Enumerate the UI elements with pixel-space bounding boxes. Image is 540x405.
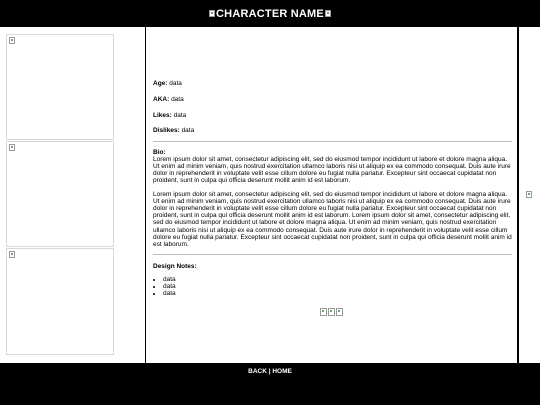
field-value: data xyxy=(173,111,187,119)
field-aka xyxy=(153,96,512,103)
divider xyxy=(153,254,512,255)
broken-image-icon[interactable] xyxy=(336,308,343,316)
field-label: Likes: xyxy=(153,111,172,119)
broken-image-icon xyxy=(9,144,15,151)
field-label: AKA: xyxy=(153,95,170,103)
broken-image-icon xyxy=(325,10,331,17)
thumbnail-row xyxy=(320,308,343,316)
right-sidebar xyxy=(518,27,540,363)
character-image-3 xyxy=(6,248,114,355)
profile-content xyxy=(153,80,512,297)
bio-label: Bio: xyxy=(153,148,166,156)
nav-separator: | xyxy=(268,368,271,375)
page-header xyxy=(0,0,540,27)
bio-paragraph: Lorem ipsum dolor sit amet, consectetur adipiscing elit, sed do eiusmod tempor incididunt ut labore et dolore magna aliqua. Ut enim ad minim veniam, quis nostrud exercitation ullamco laboris nisi ut aliquip ex ea commodo consequat. Duis aute irure dolor in reprehenderit in voluptate velit esse cillum dolore eu fugiat nulla pariatur. Excepteur sint occaecat cupidatat non proident, sunt in culpa qui officia deserunt mollit anim id est laborum. xyxy=(153,155,511,185)
list-item: • data xyxy=(163,283,512,290)
list-item: • data xyxy=(163,290,512,297)
character-name: CHARACTER NAME xyxy=(216,7,324,20)
broken-image-icon xyxy=(9,251,15,258)
page-footer xyxy=(0,363,540,405)
profile-panel xyxy=(146,27,517,363)
field-value: data xyxy=(169,80,182,87)
field-value: data xyxy=(171,95,184,103)
home-link[interactable]: HOME xyxy=(272,368,292,375)
broken-image-icon xyxy=(209,10,215,17)
field-likes xyxy=(153,112,512,119)
broken-image-icon[interactable] xyxy=(320,308,327,316)
field-label: Dislikes: xyxy=(153,127,180,135)
character-image-1 xyxy=(6,34,114,140)
field-dislikes xyxy=(153,127,512,134)
footer-nav xyxy=(0,368,540,375)
field-age xyxy=(153,80,512,87)
character-image-2 xyxy=(6,141,114,247)
broken-image-icon xyxy=(9,37,15,44)
character-title xyxy=(208,8,332,20)
field-label: Age: xyxy=(153,80,168,87)
broken-image-icon xyxy=(526,191,532,198)
divider xyxy=(153,141,512,142)
field-value: data xyxy=(181,127,195,135)
design-notes-label: Design Notes: xyxy=(153,263,197,271)
design-notes-list xyxy=(153,276,512,297)
image-sidebar xyxy=(0,27,146,363)
bio-paragraph: Lorem ipsum dolor sit amet, consectetur adipiscing elit, sed do eiusmod tempor incididunt ut labore et dolore magna aliqua. Ut enim ad minim veniam, quis nostrud exercitation ullamco laboris nisi ut aliquip ex ea commodo consequat. Duis aute irure dolor in reprehenderit in voluptate velit esse cillum dolore eu fugiat nulla pariatur. Excepteur sint occaecat cupidatat non proident, sunt in culpa qui officia deserunt mollit anim id est laborum. Lorem ipsum dolor sit amet, consectetur adipiscing elit, sed do eiusmod tempor incididunt ut labore et dolore magna aliqua. Ut enim ad minim veniam, quis nostrud exercitation ullamco laboris nisi ut aliquip ex ea commodo consequat. Duis aute irure dolor in reprehenderit in voluptate velit esse cillum dolore eu fugiat nulla pariatur. Excepteur sint occaecat cupidatat non proident, sunt in culpa qui officia deserunt mollit anim id est laborum. xyxy=(153,190,512,249)
broken-image-icon[interactable] xyxy=(328,308,335,316)
list-item: • data xyxy=(163,276,512,283)
back-link[interactable]: BACK xyxy=(248,368,267,375)
